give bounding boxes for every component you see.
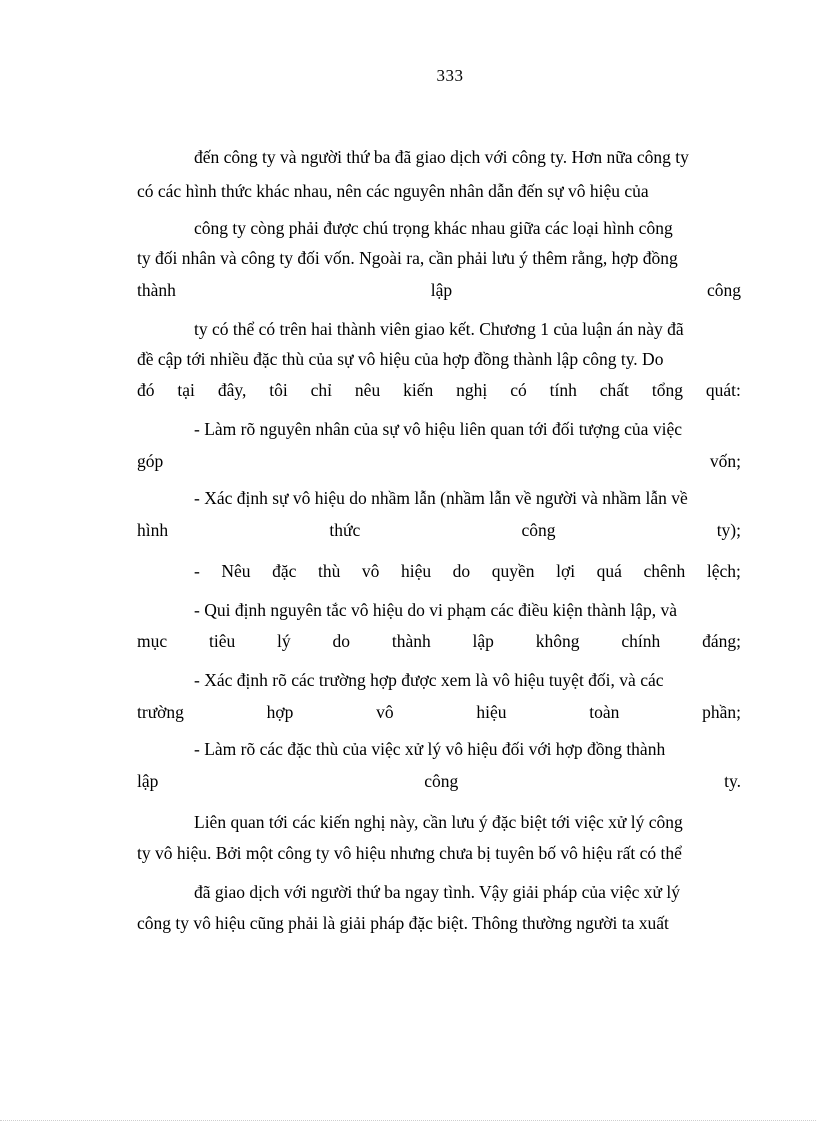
word: toàn (589, 702, 620, 722)
word: kiến (403, 380, 434, 400)
list-item: - Làm rõ nguyên nhân của sự vô hiệu liên quan tới đối tượng của việc (194, 419, 682, 439)
word: đây, (217, 380, 247, 400)
justified-line (137, 770, 741, 792)
word: tại (177, 380, 195, 400)
list-item: - Xác định rõ các trường hợp được xem là vô hiệu tuyệt đối, và các (194, 670, 664, 690)
word: - (194, 561, 200, 581)
word: vốn; (709, 451, 741, 471)
word: hiệu (400, 561, 432, 581)
list-item (194, 560, 741, 582)
word: quá (596, 561, 622, 581)
word: do (332, 631, 350, 651)
word: công (424, 771, 459, 791)
text-line: ty có thể có trên hai thành viên giao kết. Chương 1 của luận án này đã (194, 319, 684, 339)
word: thành (137, 280, 176, 300)
word: lệch; (706, 561, 741, 581)
list-item: - Xác định sự vô hiệu do nhầm lẫn (nhầm lẫn về người và nhầm lẫn về (194, 488, 688, 508)
page-bottom-border (0, 1120, 816, 1121)
word: vô (361, 561, 380, 581)
word: tổng (651, 380, 683, 400)
word: nghị (456, 380, 488, 400)
word: Nêu (221, 561, 251, 581)
word: tính (549, 380, 577, 400)
text-line: công ty còng phải được chú trọng khác nhau giữa các loại hình công (194, 218, 673, 238)
word: vô (376, 702, 394, 722)
text-line: công ty vô hiệu cũng phải là giải pháp đặc biệt. Thông thường người ta xuất (137, 913, 669, 933)
word: hiệu (476, 702, 507, 722)
text-line: đề cập tới nhiều đặc thù của sự vô hiệu của hợp đồng thành lập công ty. Do (137, 349, 664, 369)
word: chất (599, 380, 629, 400)
word: lập (137, 771, 159, 791)
word: đáng; (702, 631, 741, 651)
justified-line (137, 279, 741, 301)
word: lập (430, 280, 453, 300)
word: ty); (716, 520, 741, 540)
justified-line (137, 519, 741, 541)
word: thù (317, 561, 341, 581)
word: lý (277, 631, 291, 651)
word: mục (137, 631, 168, 651)
list-item: - Làm rõ các đặc thù của việc xử lý vô hiệu đối với hợp đồng thành (194, 739, 666, 759)
text-line: có các hình thức khác nhau, nên các nguyên nhân dẫn đến sự vô hiệu của (137, 181, 649, 201)
justified-line (137, 450, 741, 472)
word: công (521, 520, 556, 540)
word: chỉ (310, 380, 333, 400)
word: góp (137, 451, 164, 471)
word: trường (137, 702, 184, 722)
justified-line (137, 379, 741, 401)
word: chênh (643, 561, 686, 581)
word: lập (472, 631, 494, 651)
word: nêu (354, 380, 381, 400)
word: phần; (702, 702, 741, 722)
word: công (706, 280, 741, 300)
word: không (535, 631, 580, 651)
word: lợi (556, 561, 576, 581)
text-line: ty đối nhân và công ty đối vốn. Ngoài ra, cần phải lưu ý thêm rằng, hợp đồng (137, 248, 678, 268)
word: có (510, 380, 527, 400)
word: ty. (724, 771, 741, 791)
text-line: đến công ty và người thứ ba đã giao dịch với công ty. Hơn nữa công ty (194, 147, 689, 167)
list-item: - Qui định nguyên tắc vô hiệu do vi phạm các điều kiện thành lập, và (194, 600, 678, 620)
word: đặc (272, 561, 297, 581)
text-line: đã giao dịch với người thứ ba ngay tình. Vậy giải pháp của việc xử lý (194, 882, 680, 902)
text-line: Liên quan tới các kiến nghị này, cần lưu ý đặc biệt tới việc xử lý công (194, 812, 683, 832)
word: thức (329, 520, 361, 540)
page-number: 333 (436, 66, 464, 85)
word: thành (391, 631, 431, 651)
word: do (452, 561, 471, 581)
word: đó (137, 380, 155, 400)
word: hợp (266, 702, 294, 722)
justified-line (137, 701, 741, 723)
word: quát: (705, 380, 741, 400)
word: hình (137, 520, 169, 540)
word: tôi (269, 380, 288, 400)
word: tiêu (208, 631, 236, 651)
justified-line (137, 630, 741, 652)
word: chính (621, 631, 661, 651)
word: quyền (491, 561, 535, 581)
text-line: ty vô hiệu. Bởi một công ty vô hiệu nhưng chưa bị tuyên bố vô hiệu rất có thể (137, 843, 682, 863)
